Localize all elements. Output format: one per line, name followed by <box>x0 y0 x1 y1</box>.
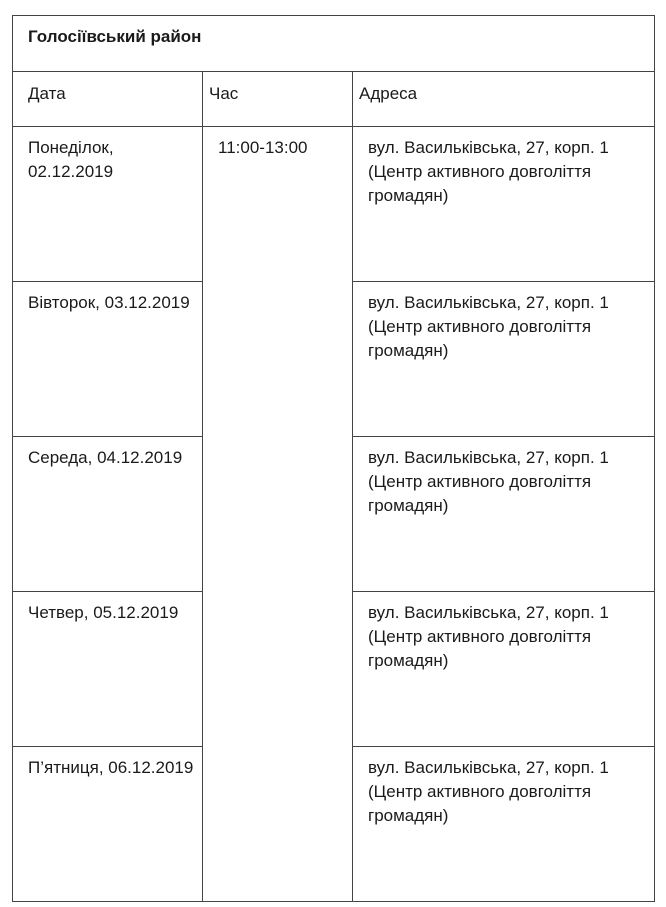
table-row <box>13 127 655 282</box>
address-cell: вул. Васильківська, 27, корп. 1 (Центр активного довголіття громадян) <box>353 127 655 282</box>
date-cell: Середа, 04.12.2019 <box>13 437 203 592</box>
schedule-table <box>12 15 655 902</box>
address-cell: вул. Васильківська, 27, корп. 1 (Центр активного довголіття громадян) <box>353 747 655 902</box>
address-cell: вул. Васильківська, 27, корп. 1 (Центр активного довголіття громадян) <box>353 592 655 747</box>
address-cell: вул. Васильківська, 27, корп. 1 (Центр активного довголіття громадян) <box>353 282 655 437</box>
district-row <box>13 16 655 72</box>
district-title: Голосіївський район <box>13 16 655 72</box>
date-cell: Четвер, 05.12.2019 <box>13 592 203 747</box>
date-cell: Понеділок, 02.12.2019 <box>13 127 203 282</box>
date-cell: Вівторок, 03.12.2019 <box>13 282 203 437</box>
header-address: Адреса <box>353 72 655 127</box>
header-time: Час <box>203 72 353 127</box>
address-cell: вул. Васильківська, 27, корп. 1 (Центр активного довголіття громадян) <box>353 437 655 592</box>
header-date: Дата <box>13 72 203 127</box>
date-cell: П’ятниця, 06.12.2019 <box>13 747 203 902</box>
time-cell: 11:00-13:00 <box>203 127 353 902</box>
header-row <box>13 72 655 127</box>
